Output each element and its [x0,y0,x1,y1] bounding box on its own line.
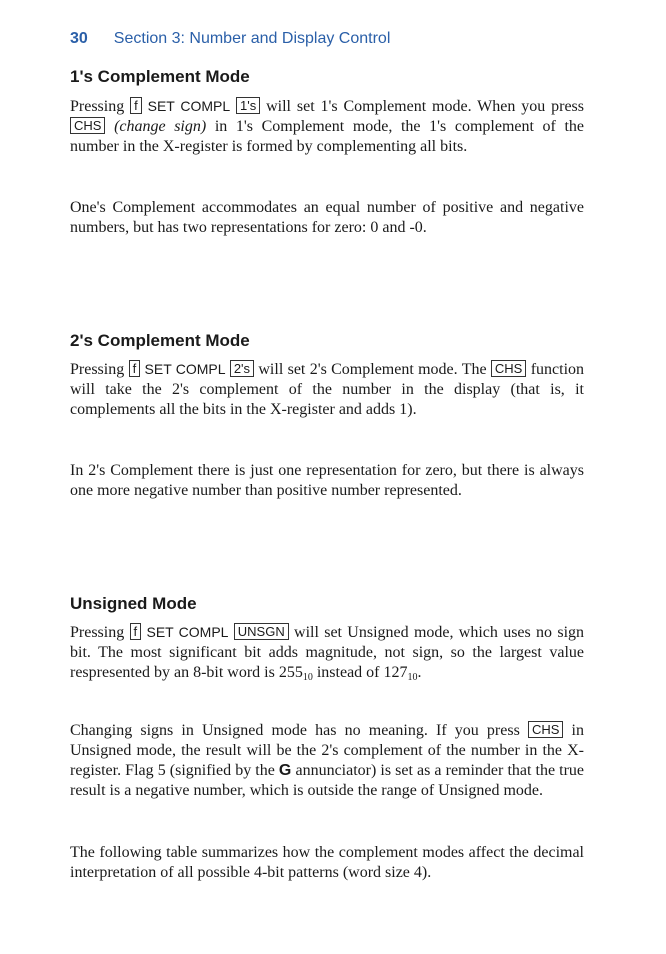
key-chs: CHS [70,117,105,134]
key-f: f [130,623,142,640]
section-title: Section 3: Number and Display Control [113,30,391,47]
key-f: f [130,97,142,114]
heading-ones-complement: 1's Complement Mode [70,67,250,86]
key-f: f [129,360,141,377]
label-set-compl: SET COMPL [147,98,231,114]
key-chs: CHS [528,721,563,738]
page-header [70,30,390,48]
label-set-compl: SET COMPL [146,624,229,640]
heading-unsigned: Unsigned Mode [70,594,197,613]
paragraph-twos-1: Pressing f SET COMPL 2's will set 2's Complement mode. The CHS function will take the 2's complement of the number in the display (that is, it complements all the bits in the X-register and adds 1). [70,361,585,418]
paragraph-twos-2: In 2's Complement there is just one representation for zero, but there is always one more negative number than positive number represented. [70,462,584,499]
label-set-compl: SET COMPL [144,361,226,377]
key-chs: CHS [491,360,526,377]
heading-twos-complement: 2's Complement Mode [70,331,250,350]
key-ones-complement: 1's [236,97,260,114]
paragraph-unsigned-1: Pressing f SET COMPL UNSGN will set Unsigned mode, which uses no sign bit. The most significant bit adds magnitude, not sign, so the largest value respresented by an 8-bit word is $255_{10}$ instead of $127_{10}$. [70,624,585,683]
paragraph-ones-2: One's Complement accommodates an equal number of positive and negative numbers, but has two representations for zero: 0 and -0. [70,199,584,236]
paragraph-ones-1: Pressing f SET COMPL 1's will set 1's Complement mode. When you press CHS (change sign) in 1's Complement mode, the 1's complement of the number in the X-register is formed by complementing all bits. [70,98,585,155]
paragraph-unsigned-2: Changing signs in Unsigned mode has no meaning. If you press CHS in Unsigned mode, the result will be the 2's complement of the number in the X-register. Flag 5 (signified by the G annunciator) is set as a reminder that the true result is a negative number, which is outside the range of Unsigned mode. [70,722,585,799]
page-number: 30 [70,30,88,47]
key-unsgn: UNSGN [234,623,289,640]
annunciator-g: G [278,762,292,779]
key-twos-complement: 2's [230,360,254,377]
paragraph-unsigned-3: The following table summarizes how the complement modes affect the decimal interpretation of all possible 4-bit patterns (word size 4). [70,844,584,881]
